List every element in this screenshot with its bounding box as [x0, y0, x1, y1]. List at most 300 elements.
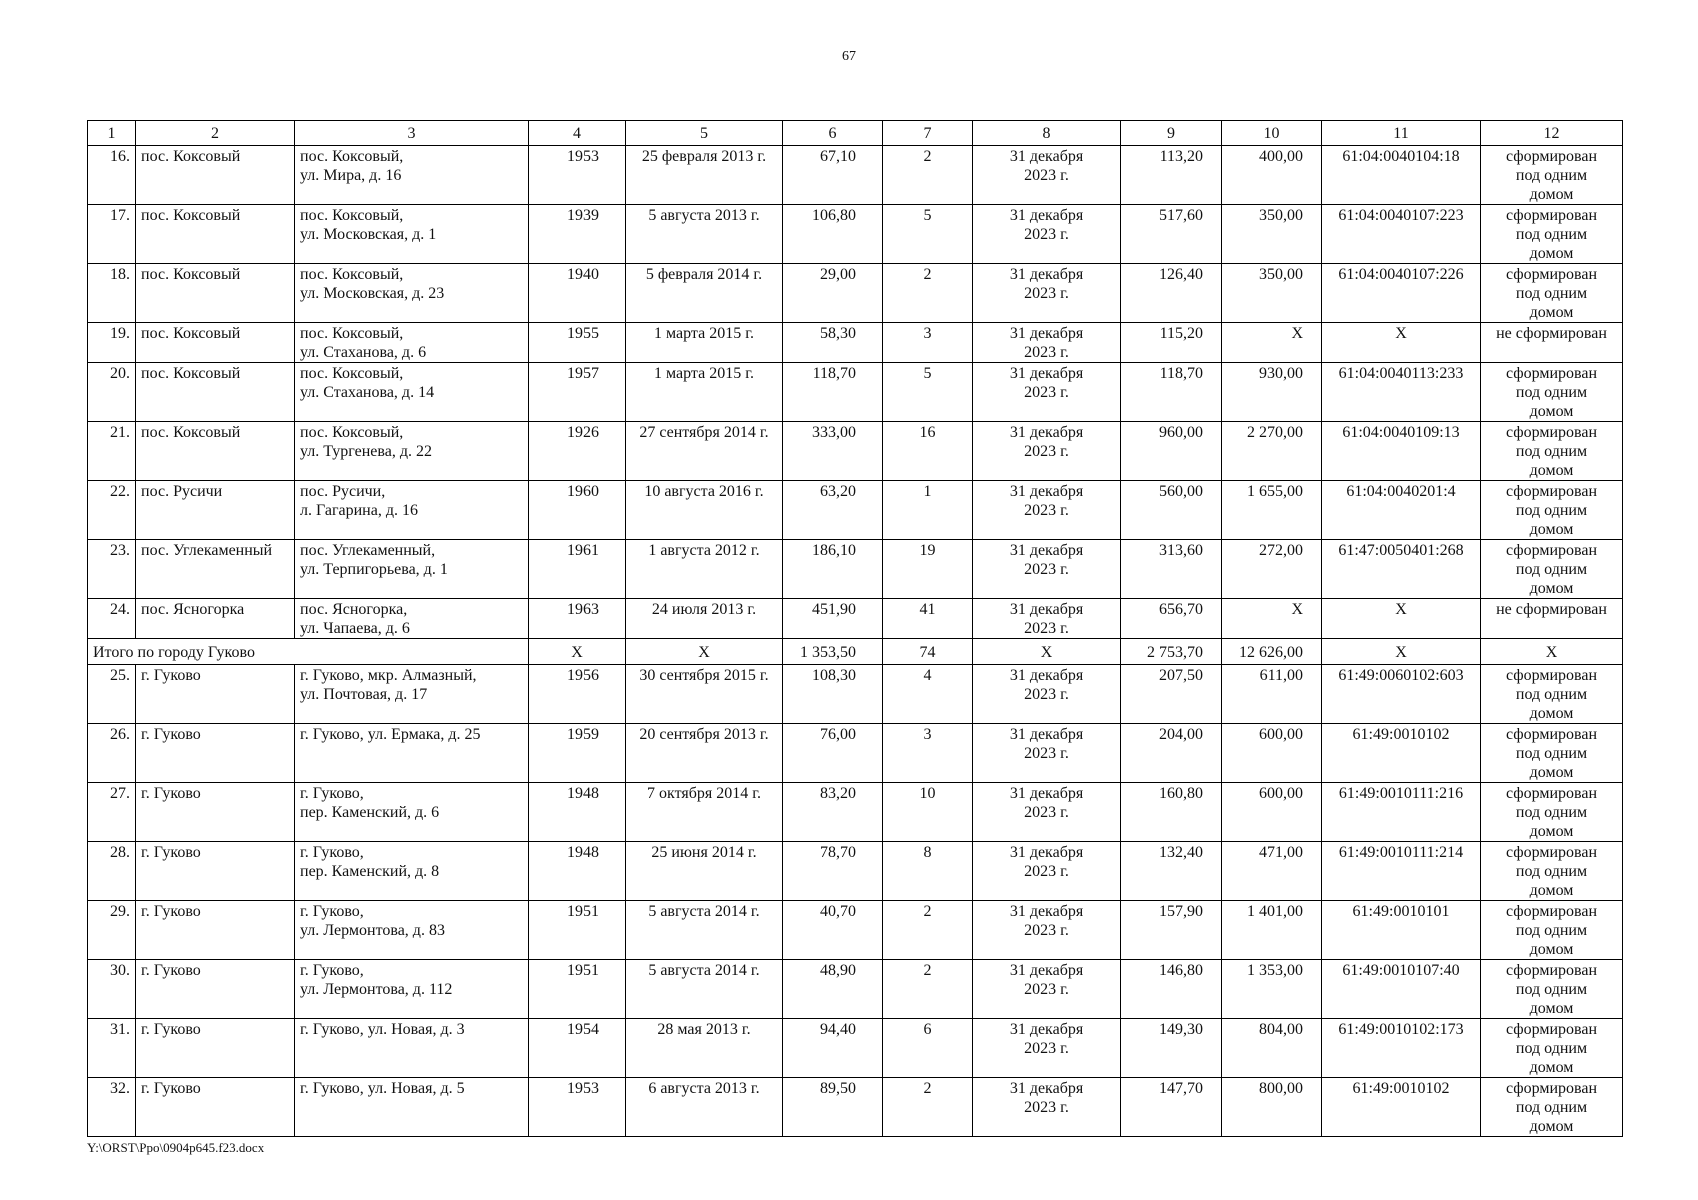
row-number: 18.	[88, 264, 136, 323]
value-9-cell: 157,90	[1121, 901, 1222, 960]
row-number: 23.	[88, 540, 136, 599]
deadline-line: 31 декабря	[1009, 483, 1084, 500]
status-line: не сформирован	[1496, 325, 1607, 342]
value-10-cell: 350,00	[1222, 264, 1322, 323]
table-row	[88, 323, 1623, 363]
column-number: 12	[1481, 121, 1623, 146]
date-cell: 5 августа 2014 г.	[626, 960, 783, 1019]
status-line: сформирован	[1505, 542, 1598, 559]
total-deadline: X	[973, 639, 1121, 665]
deadline-line: 31 декабря	[1009, 148, 1084, 165]
table-row	[88, 783, 1623, 842]
cadastral-number-cell: 61:04:0040104:18	[1322, 146, 1481, 205]
table-row	[88, 599, 1623, 639]
area-cell: 89,50	[783, 1078, 883, 1137]
status-line: сформирован	[1505, 148, 1598, 165]
deadline-cell	[973, 481, 1121, 540]
year-cell: 1957	[529, 363, 626, 422]
value-10-cell: 2 270,00	[1222, 422, 1322, 481]
area-cell: 67,10	[783, 146, 883, 205]
total-date: X	[626, 639, 783, 665]
cadastral-number-cell: 61:47:0050401:268	[1322, 540, 1481, 599]
status-line: сформирован	[1505, 1080, 1598, 1097]
address-cell	[295, 323, 529, 363]
deadline-line: 31 декабря	[1009, 1080, 1084, 1097]
deadline-cell	[973, 665, 1121, 724]
column-number: 1	[88, 121, 136, 146]
deadline-line: 31 декабря	[1009, 1021, 1084, 1038]
date-cell: 30 сентября 2015 г.	[626, 665, 783, 724]
table-row	[88, 363, 1623, 422]
deadline-line: 2023 г.	[1024, 981, 1069, 998]
year-cell: 1960	[529, 481, 626, 540]
persons-cell: 10	[883, 783, 973, 842]
date-cell: 28 мая 2013 г.	[626, 1019, 783, 1078]
cadastral-number-cell: 61:49:0010102:173	[1322, 1019, 1481, 1078]
value-9-cell: 118,70	[1121, 363, 1222, 422]
row-number: 20.	[88, 363, 136, 422]
total-value-10: 12 626,00	[1222, 639, 1322, 665]
address-line: ул. Московская, д. 23	[300, 285, 445, 302]
address-cell	[295, 1078, 529, 1137]
locality-cell: пос. Русичи	[136, 481, 295, 540]
address-line: пер. Каменский, д. 8	[300, 863, 440, 880]
date-cell: 5 августа 2013 г.	[626, 205, 783, 264]
deadline-line: 2023 г.	[1024, 922, 1069, 939]
address-line: пос. Коксовый,	[300, 266, 404, 283]
locality-cell: пос. Коксовый	[136, 146, 295, 205]
persons-cell: 5	[883, 205, 973, 264]
land-status-cell	[1481, 901, 1623, 960]
area-cell: 106,80	[783, 205, 883, 264]
area-cell: 29,00	[783, 264, 883, 323]
table-row	[88, 842, 1623, 901]
area-cell: 63,20	[783, 481, 883, 540]
column-number: 11	[1322, 121, 1481, 146]
land-status-cell	[1481, 540, 1623, 599]
deadline-cell	[973, 1019, 1121, 1078]
address-line: пос. Коксовый,	[300, 207, 404, 224]
persons-cell: 19	[883, 540, 973, 599]
value-10-cell: 1 353,00	[1222, 960, 1322, 1019]
address-cell	[295, 146, 529, 205]
address-line: г. Гуково, ул. Ермака, д. 25	[300, 726, 481, 743]
locality-cell: г. Гуково	[136, 842, 295, 901]
date-cell: 24 июля 2013 г.	[626, 599, 783, 639]
address-cell	[295, 842, 529, 901]
land-status-cell	[1481, 146, 1623, 205]
deadline-cell	[973, 422, 1121, 481]
total-value-9: 2 753,70	[1121, 639, 1222, 665]
status-line: под одним	[1515, 863, 1588, 880]
row-number: 16.	[88, 146, 136, 205]
value-10-cell: 1 655,00	[1222, 481, 1322, 540]
table-row	[88, 146, 1623, 205]
column-number: 8	[973, 121, 1121, 146]
total-year: X	[529, 639, 626, 665]
area-cell: 76,00	[783, 724, 883, 783]
address-cell	[295, 205, 529, 264]
land-status-cell	[1481, 1078, 1623, 1137]
table-row	[88, 540, 1623, 599]
land-status-cell	[1481, 724, 1623, 783]
year-cell: 1956	[529, 665, 626, 724]
persons-cell: 4	[883, 665, 973, 724]
year-cell: 1954	[529, 1019, 626, 1078]
cadastral-number-cell: 61:04:0040113:233	[1322, 363, 1481, 422]
year-cell: 1953	[529, 1078, 626, 1137]
persons-cell: 16	[883, 422, 973, 481]
deadline-cell	[973, 323, 1121, 363]
value-9-cell: 126,40	[1121, 264, 1222, 323]
year-cell: 1963	[529, 599, 626, 639]
deadline-line: 31 декабря	[1009, 424, 1084, 441]
status-line: под одним	[1515, 561, 1588, 578]
date-cell: 25 июня 2014 г.	[626, 842, 783, 901]
value-9-cell: 960,00	[1121, 422, 1222, 481]
address-cell	[295, 901, 529, 960]
deadline-cell	[973, 540, 1121, 599]
value-10-cell: 350,00	[1222, 205, 1322, 264]
deadline-line: 2023 г.	[1024, 1099, 1069, 1116]
persons-cell: 6	[883, 1019, 973, 1078]
value-10-cell: 800,00	[1222, 1078, 1322, 1137]
status-line: домом	[1529, 186, 1574, 203]
value-10-cell: 272,00	[1222, 540, 1322, 599]
total-cadastral: X	[1322, 639, 1481, 665]
year-cell: 1940	[529, 264, 626, 323]
address-line: г. Гуково, ул. Новая, д. 3	[300, 1021, 465, 1038]
address-line: пос. Ясногорка,	[300, 601, 408, 618]
status-line: сформирован	[1505, 424, 1598, 441]
value-10-cell: 600,00	[1222, 783, 1322, 842]
deadline-line: 31 декабря	[1009, 667, 1084, 684]
value-10-cell: 1 401,00	[1222, 901, 1322, 960]
land-status-cell	[1481, 363, 1623, 422]
deadline-line: 2023 г.	[1024, 804, 1069, 821]
locality-cell: г. Гуково	[136, 960, 295, 1019]
land-status-cell	[1481, 264, 1623, 323]
deadline-line: 2023 г.	[1024, 745, 1069, 762]
address-cell	[295, 783, 529, 842]
status-line: домом	[1529, 823, 1574, 840]
address-line: г. Гуково,	[300, 962, 364, 979]
cadastral-number-cell: 61:04:0040109:13	[1322, 422, 1481, 481]
year-cell: 1926	[529, 422, 626, 481]
deadline-line: 31 декабря	[1009, 325, 1084, 342]
value-10-cell: 804,00	[1222, 1019, 1322, 1078]
address-cell	[295, 540, 529, 599]
value-9-cell: 147,70	[1121, 1078, 1222, 1137]
status-line: под одним	[1515, 745, 1588, 762]
total-label: Итого по городу Гуково	[88, 639, 529, 665]
value-9-cell: 656,70	[1121, 599, 1222, 639]
column-number: 7	[883, 121, 973, 146]
deadline-line: 2023 г.	[1024, 443, 1069, 460]
area-cell: 78,70	[783, 842, 883, 901]
address-cell	[295, 665, 529, 724]
address-line: г. Гуково, ул. Новая, д. 5	[300, 1080, 465, 1097]
deadline-line: 2023 г.	[1024, 863, 1069, 880]
status-line: не сформирован	[1496, 601, 1607, 618]
table-row	[88, 1019, 1623, 1078]
deadline-cell	[973, 901, 1121, 960]
area-cell: 186,10	[783, 540, 883, 599]
date-cell: 27 сентября 2014 г.	[626, 422, 783, 481]
status-line: под одним	[1515, 1040, 1588, 1057]
date-cell: 6 августа 2013 г.	[626, 1078, 783, 1137]
address-line: л. Гагарина, д. 16	[300, 502, 418, 519]
locality-cell: пос. Коксовый	[136, 264, 295, 323]
year-cell: 1951	[529, 901, 626, 960]
area-cell: 451,90	[783, 599, 883, 639]
value-10-cell: X	[1222, 323, 1322, 363]
address-line: ул. Мира, д. 16	[300, 167, 402, 184]
status-line: домом	[1529, 462, 1574, 479]
locality-cell: г. Гуково	[136, 1078, 295, 1137]
date-cell: 7 октября 2014 г.	[626, 783, 783, 842]
address-line: ул. Стаханова, д. 14	[300, 384, 435, 401]
value-9-cell: 146,80	[1121, 960, 1222, 1019]
deadline-line: 2023 г.	[1024, 167, 1069, 184]
date-cell: 1 августа 2012 г.	[626, 540, 783, 599]
table-row	[88, 901, 1623, 960]
persons-cell: 2	[883, 146, 973, 205]
value-9-cell: 560,00	[1121, 481, 1222, 540]
status-line: под одним	[1515, 384, 1588, 401]
deadline-line: 31 декабря	[1009, 844, 1084, 861]
area-cell: 94,40	[783, 1019, 883, 1078]
deadline-cell	[973, 205, 1121, 264]
area-cell: 48,90	[783, 960, 883, 1019]
row-number: 29.	[88, 901, 136, 960]
cadastral-number-cell: 61:49:0010102	[1322, 724, 1481, 783]
address-line: пос. Коксовый,	[300, 325, 404, 342]
status-line: домом	[1529, 521, 1574, 538]
table-row	[88, 724, 1623, 783]
date-cell: 20 сентября 2013 г.	[626, 724, 783, 783]
locality-cell: г. Гуково	[136, 901, 295, 960]
year-cell: 1939	[529, 205, 626, 264]
status-line: сформирован	[1505, 903, 1598, 920]
row-number: 27.	[88, 783, 136, 842]
year-cell: 1951	[529, 960, 626, 1019]
status-line: сформирован	[1505, 483, 1598, 500]
address-line: пос. Коксовый,	[300, 365, 404, 382]
locality-cell: г. Гуково	[136, 665, 295, 724]
address-cell	[295, 1019, 529, 1078]
date-cell: 5 августа 2014 г.	[626, 901, 783, 960]
deadline-line: 2023 г.	[1024, 344, 1069, 361]
status-line: сформирован	[1505, 962, 1598, 979]
column-number: 9	[1121, 121, 1222, 146]
deadline-line: 31 декабря	[1009, 207, 1084, 224]
date-cell: 5 февраля 2014 г.	[626, 264, 783, 323]
locality-cell: г. Гуково	[136, 1019, 295, 1078]
cadastral-number-cell: X	[1322, 599, 1481, 639]
persons-cell: 1	[883, 481, 973, 540]
area-cell: 118,70	[783, 363, 883, 422]
deadline-line: 31 декабря	[1009, 962, 1084, 979]
deadline-line: 31 декабря	[1009, 365, 1084, 382]
land-status-cell	[1481, 599, 1623, 639]
footer-file-path: Y:\ORST\Ppo\0904p645.f23.docx	[87, 1140, 265, 1155]
row-number: 31.	[88, 1019, 136, 1078]
address-cell	[295, 481, 529, 540]
deadline-cell	[973, 960, 1121, 1019]
area-cell: 108,30	[783, 665, 883, 724]
table-row	[88, 264, 1623, 323]
land-status-cell	[1481, 842, 1623, 901]
status-line: сформирован	[1505, 365, 1598, 382]
address-line: ул. Чапаева, д. 6	[300, 620, 410, 637]
value-10-cell: X	[1222, 599, 1322, 639]
status-line: домом	[1529, 1000, 1574, 1017]
column-number-row	[88, 121, 1623, 146]
land-status-cell	[1481, 783, 1623, 842]
table-row	[88, 665, 1623, 724]
deadline-line: 2023 г.	[1024, 1040, 1069, 1057]
year-cell: 1948	[529, 783, 626, 842]
persons-cell: 2	[883, 1078, 973, 1137]
value-9-cell: 149,30	[1121, 1019, 1222, 1078]
row-number: 17.	[88, 205, 136, 264]
deadline-line: 31 декабря	[1009, 266, 1084, 283]
deadline-line: 31 декабря	[1009, 601, 1084, 618]
address-cell	[295, 422, 529, 481]
address-line: ул. Лермонтова, д. 83	[300, 922, 445, 939]
table-row	[88, 205, 1623, 264]
locality-cell: пос. Коксовый	[136, 205, 295, 264]
area-cell: 58,30	[783, 323, 883, 363]
year-cell: 1959	[529, 724, 626, 783]
year-cell: 1948	[529, 842, 626, 901]
address-line: г. Гуково,	[300, 785, 364, 802]
table-row	[88, 481, 1623, 540]
land-status-cell	[1481, 323, 1623, 363]
address-cell	[295, 960, 529, 1019]
column-number: 10	[1222, 121, 1322, 146]
deadline-line: 2023 г.	[1024, 502, 1069, 519]
total-persons: 74	[883, 639, 973, 665]
row-number: 22.	[88, 481, 136, 540]
cadastral-number-cell: 61:49:0010111:216	[1322, 783, 1481, 842]
cadastral-number-cell: 61:49:0010111:214	[1322, 842, 1481, 901]
status-line: под одним	[1515, 502, 1588, 519]
row-number: 26.	[88, 724, 136, 783]
cadastral-number-cell: 61:49:0010107:40	[1322, 960, 1481, 1019]
address-cell	[295, 363, 529, 422]
land-status-cell	[1481, 665, 1623, 724]
status-line: под одним	[1515, 285, 1588, 302]
persons-cell: 41	[883, 599, 973, 639]
page-number: 67	[842, 49, 856, 64]
value-10-cell: 611,00	[1222, 665, 1322, 724]
status-line: домом	[1529, 882, 1574, 899]
address-line: г. Гуково,	[300, 903, 364, 920]
locality-cell: г. Гуково	[136, 724, 295, 783]
deadline-line: 2023 г.	[1024, 561, 1069, 578]
status-line: сформирован	[1505, 667, 1598, 684]
status-line: домом	[1529, 941, 1574, 958]
deadline-line: 2023 г.	[1024, 384, 1069, 401]
total-status: X	[1481, 639, 1623, 665]
row-number: 21.	[88, 422, 136, 481]
status-line: под одним	[1515, 686, 1588, 703]
persons-cell: 2	[883, 960, 973, 1019]
deadline-line: 2023 г.	[1024, 226, 1069, 243]
row-number: 28.	[88, 842, 136, 901]
status-line: сформирован	[1505, 844, 1598, 861]
column-number: 3	[295, 121, 529, 146]
address-line: г. Гуково, мкр. Алмазный,	[300, 667, 477, 684]
column-number: 2	[136, 121, 295, 146]
row-number: 19.	[88, 323, 136, 363]
deadline-cell	[973, 146, 1121, 205]
value-9-cell: 517,60	[1121, 205, 1222, 264]
date-cell: 1 марта 2015 г.	[626, 363, 783, 422]
value-10-cell: 600,00	[1222, 724, 1322, 783]
persons-cell: 8	[883, 842, 973, 901]
status-line: под одним	[1515, 1099, 1588, 1116]
status-line: сформирован	[1505, 1021, 1598, 1038]
table-row	[88, 1078, 1623, 1137]
deadline-cell	[973, 783, 1121, 842]
status-line: под одним	[1515, 804, 1588, 821]
row-number: 32.	[88, 1078, 136, 1137]
cadastral-number-cell: 61:04:0040107:226	[1322, 264, 1481, 323]
locality-cell: пос. Ясногорка	[136, 599, 295, 639]
deadline-line: 2023 г.	[1024, 686, 1069, 703]
status-line: под одним	[1515, 226, 1588, 243]
persons-cell: 2	[883, 264, 973, 323]
locality-cell: пос. Коксовый	[136, 363, 295, 422]
status-line: домом	[1529, 1118, 1574, 1135]
address-line: пос. Коксовый,	[300, 424, 404, 441]
status-line: под одним	[1515, 981, 1588, 998]
persons-cell: 3	[883, 724, 973, 783]
deadline-cell	[973, 599, 1121, 639]
cadastral-number-cell: 61:49:0010101	[1322, 901, 1481, 960]
land-status-cell	[1481, 960, 1623, 1019]
status-line: домом	[1529, 764, 1574, 781]
column-number: 4	[529, 121, 626, 146]
deadline-line: 31 декабря	[1009, 903, 1084, 920]
value-10-cell: 471,00	[1222, 842, 1322, 901]
deadline-line: 31 декабря	[1009, 726, 1084, 743]
status-line: под одним	[1515, 443, 1588, 460]
table-row	[88, 960, 1623, 1019]
column-number: 6	[783, 121, 883, 146]
deadline-line: 2023 г.	[1024, 620, 1069, 637]
value-9-cell: 113,20	[1121, 146, 1222, 205]
value-9-cell: 204,00	[1121, 724, 1222, 783]
deadline-cell	[973, 724, 1121, 783]
deadline-cell	[973, 363, 1121, 422]
status-line: под одним	[1515, 167, 1588, 184]
cadastral-number-cell: 61:49:0010102	[1322, 1078, 1481, 1137]
column-number: 5	[626, 121, 783, 146]
address-line: ул. Терпигорьева, д. 1	[300, 561, 448, 578]
land-status-cell	[1481, 1019, 1623, 1078]
land-status-cell	[1481, 481, 1623, 540]
persons-cell: 5	[883, 363, 973, 422]
locality-cell: пос. Коксовый	[136, 323, 295, 363]
locality-cell: г. Гуково	[136, 783, 295, 842]
cadastral-number-cell: X	[1322, 323, 1481, 363]
land-status-cell	[1481, 205, 1623, 264]
status-line: сформирован	[1505, 207, 1598, 224]
